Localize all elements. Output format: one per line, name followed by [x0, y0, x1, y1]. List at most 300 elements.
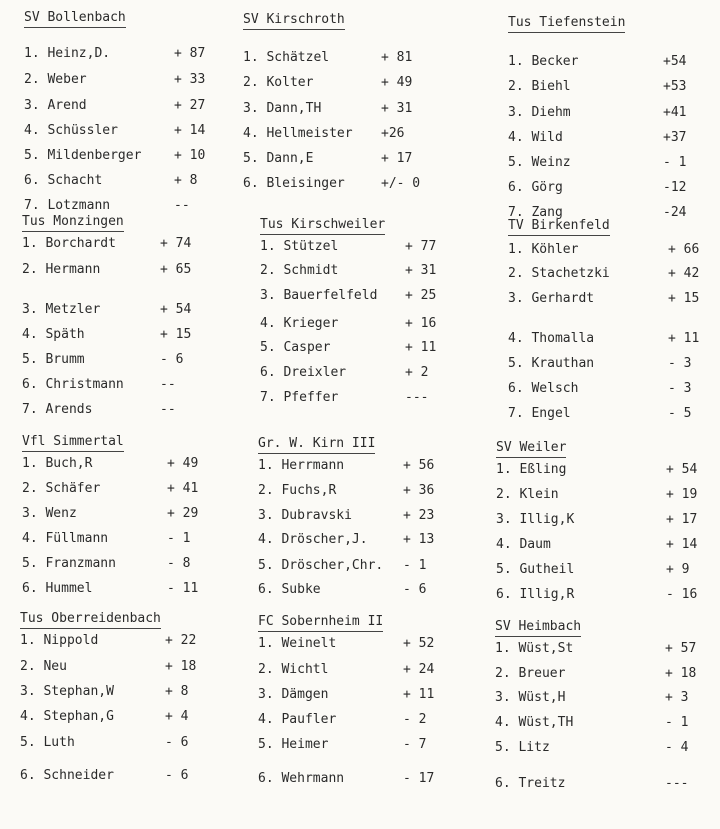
- player-score: + 8: [174, 173, 198, 188]
- team-block: [508, 15, 720, 225]
- player-name: Hermann: [45, 262, 101, 277]
- player-row: [22, 506, 242, 522]
- player-name: Fuchs,R: [281, 483, 337, 498]
- player-row: [22, 581, 242, 597]
- player-entry: [24, 46, 110, 62]
- player-rank: 4.: [24, 123, 40, 138]
- player-row: [508, 356, 720, 372]
- player-entry: [243, 101, 321, 117]
- player-entry: [20, 709, 114, 725]
- player-score: + 54: [666, 462, 698, 477]
- player-entry: [24, 123, 118, 139]
- player-rank: 5.: [22, 352, 38, 367]
- player-row: [243, 50, 463, 66]
- team-block: [22, 214, 242, 424]
- player-row: [496, 512, 716, 528]
- player-score: + 10: [174, 148, 206, 163]
- player-name: Görg: [531, 180, 563, 195]
- player-rank: 1.: [243, 50, 259, 65]
- player-name: Heimer: [281, 737, 329, 752]
- player-rank: 7.: [24, 198, 40, 213]
- player-name: Hellmeister: [266, 126, 353, 141]
- player-entry: [508, 105, 571, 121]
- player-name: Lotzmann: [47, 198, 111, 213]
- player-rank: 7.: [260, 390, 276, 405]
- player-score: + 52: [403, 636, 435, 651]
- player-row: [495, 740, 715, 756]
- player-rank: 6.: [258, 771, 274, 786]
- player-name: Brumm: [45, 352, 85, 367]
- player-score: + 14: [174, 123, 206, 138]
- player-row: [260, 263, 480, 279]
- player-entry: [508, 54, 578, 70]
- player-rank: 4.: [243, 126, 259, 141]
- player-entry: [22, 327, 85, 343]
- player-score: - 16: [666, 587, 698, 602]
- team-block: [258, 614, 478, 824]
- player-name: Schäfer: [45, 481, 101, 496]
- player-row: [24, 148, 244, 164]
- player-row: [258, 483, 478, 499]
- team-name: Tus Tiefenstein: [508, 15, 625, 33]
- player-score: --: [174, 198, 190, 213]
- player-entry: [496, 462, 566, 478]
- player-row: [24, 173, 244, 189]
- player-entry: [260, 288, 377, 304]
- player-name: Wild: [531, 130, 563, 145]
- player-entry: [496, 512, 574, 528]
- player-entry: [508, 406, 571, 422]
- player-entry: [260, 263, 338, 279]
- player-name: Dröscher,J.: [281, 532, 368, 547]
- player-name: Wüst,H: [518, 690, 566, 705]
- player-rank: 6.: [22, 377, 38, 392]
- player-name: Dann,TH: [266, 101, 322, 116]
- player-rank: 5.: [258, 737, 274, 752]
- player-row: [20, 633, 240, 649]
- player-row: [24, 72, 244, 88]
- player-score: ---: [665, 776, 689, 791]
- player-entry: [258, 532, 368, 548]
- player-rank: 2.: [496, 487, 512, 502]
- player-score: + 74: [160, 236, 192, 251]
- player-rank: 1.: [508, 54, 524, 69]
- team-name: SV Weiler: [496, 440, 566, 458]
- player-name: Schmidt: [283, 263, 339, 278]
- player-score: - 1: [403, 558, 427, 573]
- player-row: [508, 54, 720, 70]
- player-rank: 1.: [258, 458, 274, 473]
- player-score: + 17: [381, 151, 413, 166]
- player-name: Hummel: [45, 581, 93, 596]
- player-score: + 18: [665, 666, 697, 681]
- player-name: Dröscher,Chr.: [281, 558, 384, 573]
- player-name: Illig,K: [519, 512, 575, 527]
- player-row: [20, 735, 240, 751]
- player-rank: 6.: [495, 776, 511, 791]
- player-score: - 6: [165, 768, 189, 783]
- player-name: Schneider: [43, 768, 114, 783]
- player-entry: [24, 173, 102, 189]
- player-name: Paufler: [281, 712, 337, 727]
- player-entry: [22, 236, 116, 252]
- player-row: [508, 130, 720, 146]
- player-rank: 6.: [496, 587, 512, 602]
- player-row: [496, 487, 716, 503]
- player-name: Biehl: [531, 79, 571, 94]
- player-row: [22, 302, 242, 318]
- player-rank: 2.: [22, 262, 38, 277]
- player-name: Subke: [281, 582, 321, 597]
- player-name: Diehm: [531, 105, 571, 120]
- player-score: + 14: [666, 537, 698, 552]
- team-name: Tus Kirschweiler: [260, 217, 385, 235]
- player-rank: 2.: [20, 659, 36, 674]
- player-name: Bauerfelfeld: [283, 288, 378, 303]
- player-score: + 81: [381, 50, 413, 65]
- player-entry: [495, 776, 565, 792]
- player-rank: 1.: [24, 46, 40, 61]
- player-rank: 6.: [260, 365, 276, 380]
- player-score: + 25: [405, 288, 437, 303]
- player-score: +37: [663, 130, 687, 145]
- player-row: [495, 666, 715, 682]
- player-score: + 87: [174, 46, 206, 61]
- team-name: SV Kirschroth: [243, 12, 345, 30]
- player-score: -24: [663, 205, 687, 220]
- player-entry: [243, 75, 313, 91]
- player-row: [508, 155, 720, 171]
- player-row: [260, 365, 480, 381]
- player-row: [496, 537, 716, 553]
- team-block: [243, 12, 463, 222]
- player-score: +53: [663, 79, 687, 94]
- player-row: [243, 101, 463, 117]
- player-name: Gutheil: [519, 562, 575, 577]
- player-score: - 7: [403, 737, 427, 752]
- player-name: Dann,E: [266, 151, 314, 166]
- player-score: - 3: [668, 356, 692, 371]
- player-entry: [24, 148, 141, 164]
- player-row: [496, 462, 716, 478]
- player-rank: 2.: [243, 75, 259, 90]
- player-score: - 2: [403, 712, 427, 727]
- player-score: - 1: [663, 155, 687, 170]
- player-name: Stephan,G: [43, 709, 114, 724]
- player-score: +54: [663, 54, 687, 69]
- player-row: [260, 340, 480, 356]
- player-entry: [24, 72, 87, 88]
- player-name: Buch,R: [45, 456, 93, 471]
- player-entry: [243, 50, 329, 66]
- player-name: Breuer: [518, 666, 566, 681]
- player-score: +41: [663, 105, 687, 120]
- player-rank: 6.: [508, 381, 524, 396]
- player-rank: 4.: [258, 712, 274, 727]
- player-rank: 3.: [258, 508, 274, 523]
- player-row: [258, 771, 478, 787]
- player-entry: [22, 506, 77, 522]
- player-name: Stachetzki: [531, 266, 610, 281]
- player-score: + 11: [668, 331, 700, 346]
- player-row: [22, 262, 242, 278]
- player-name: Arend: [47, 98, 87, 113]
- player-rank: 2.: [495, 666, 511, 681]
- player-entry: [22, 302, 100, 318]
- player-rank: 4.: [258, 532, 274, 547]
- player-rank: 5.: [20, 735, 36, 750]
- player-row: [258, 636, 478, 652]
- player-name: Wüst,TH: [518, 715, 574, 730]
- player-entry: [495, 690, 565, 706]
- player-rank: 3.: [22, 506, 38, 521]
- player-rank: 5.: [258, 558, 274, 573]
- player-name: Christmann: [45, 377, 124, 392]
- player-entry: [258, 737, 328, 753]
- player-score: - 5: [668, 406, 692, 421]
- player-score: + 2: [405, 365, 429, 380]
- player-rank: 1.: [20, 633, 36, 648]
- player-entry: [508, 79, 571, 95]
- player-row: [22, 531, 242, 547]
- player-rank: 5.: [243, 151, 259, 166]
- player-rank: 2.: [24, 72, 40, 87]
- player-rank: 6.: [22, 581, 38, 596]
- player-name: Wehrmann: [281, 771, 345, 786]
- player-row: [22, 481, 242, 497]
- player-entry: [258, 712, 336, 728]
- player-entry: [22, 581, 92, 597]
- player-entry: [22, 352, 85, 368]
- player-row: [258, 712, 478, 728]
- player-row: [258, 558, 478, 574]
- player-name: Heinz,D.: [47, 46, 111, 61]
- player-row: [508, 242, 720, 258]
- player-score: +/- 0: [381, 176, 421, 191]
- player-name: Engel: [531, 406, 571, 421]
- player-rank: 7.: [508, 205, 524, 220]
- player-name: Mildenberger: [47, 148, 142, 163]
- player-row: [243, 151, 463, 167]
- player-name: Litz: [518, 740, 550, 755]
- player-entry: [22, 377, 124, 393]
- player-row: [258, 737, 478, 753]
- player-name: Franzmann: [45, 556, 116, 571]
- player-rank: 1.: [260, 239, 276, 254]
- player-entry: [22, 456, 92, 472]
- player-name: Zang: [531, 205, 563, 220]
- player-entry: [258, 662, 328, 678]
- team-name: Tus Monzingen: [22, 214, 124, 232]
- team-block: [24, 10, 244, 220]
- player-entry: [22, 481, 100, 497]
- player-row: [260, 239, 480, 255]
- player-entry: [260, 239, 338, 255]
- player-score: + 66: [668, 242, 700, 257]
- player-score: + 27: [174, 98, 206, 113]
- player-row: [260, 390, 480, 406]
- player-entry: [243, 151, 313, 167]
- player-score: +26: [381, 126, 405, 141]
- player-score: + 13: [403, 532, 435, 547]
- player-row: [258, 582, 478, 598]
- player-rank: 3.: [22, 302, 38, 317]
- player-name: Illig,R: [519, 587, 575, 602]
- player-name: Gerhardt: [531, 291, 595, 306]
- player-rank: 2.: [258, 662, 274, 677]
- player-score: + 11: [403, 687, 435, 702]
- player-rank: 3.: [496, 512, 512, 527]
- player-score: + 4: [165, 709, 189, 724]
- player-score: - 6: [165, 735, 189, 750]
- player-rank: 4.: [508, 331, 524, 346]
- player-score: - 4: [665, 740, 689, 755]
- player-rank: 2.: [22, 481, 38, 496]
- player-row: [508, 180, 720, 196]
- player-entry: [508, 356, 594, 372]
- player-rank: 4.: [22, 327, 38, 342]
- player-entry: [258, 483, 336, 499]
- player-score: + 49: [381, 75, 413, 90]
- player-row: [20, 768, 240, 784]
- player-entry: [508, 266, 610, 282]
- player-name: Nippold: [43, 633, 99, 648]
- player-rank: 7.: [22, 402, 38, 417]
- team-name: TV Birkenfeld: [508, 218, 610, 236]
- player-row: [260, 288, 480, 304]
- player-entry: [260, 340, 330, 356]
- player-score: - 3: [668, 381, 692, 396]
- player-name: Späth: [45, 327, 85, 342]
- player-name: Casper: [283, 340, 331, 355]
- player-rank: 3.: [508, 291, 524, 306]
- player-row: [496, 562, 716, 578]
- player-entry: [508, 291, 594, 307]
- player-score: ---: [405, 390, 429, 405]
- player-name: Borchardt: [45, 236, 116, 251]
- player-score: + 42: [668, 266, 700, 281]
- player-name: Weber: [47, 72, 87, 87]
- player-name: Eßling: [519, 462, 567, 477]
- player-row: [24, 198, 244, 214]
- player-score: + 56: [403, 458, 435, 473]
- player-score: + 16: [405, 316, 437, 331]
- team-name: Vfl Simmertal: [22, 434, 124, 452]
- player-rank: 3.: [495, 690, 511, 705]
- player-entry: [22, 402, 92, 418]
- player-name: Schätzel: [266, 50, 330, 65]
- player-rank: 1.: [508, 242, 524, 257]
- player-rank: 6.: [243, 176, 259, 191]
- player-score: + 23: [403, 508, 435, 523]
- player-row: [22, 456, 242, 472]
- player-score: + 11: [405, 340, 437, 355]
- player-row: [508, 406, 720, 422]
- player-row: [22, 556, 242, 572]
- player-row: [24, 46, 244, 62]
- player-name: Stützel: [283, 239, 339, 254]
- player-entry: [258, 771, 344, 787]
- player-name: Treitz: [518, 776, 566, 791]
- player-rank: 5.: [508, 356, 524, 371]
- player-rank: 4.: [20, 709, 36, 724]
- player-score: - 6: [403, 582, 427, 597]
- player-rank: 3.: [508, 105, 524, 120]
- player-entry: [260, 365, 346, 381]
- player-rank: 6.: [508, 180, 524, 195]
- player-name: Daum: [519, 537, 551, 552]
- player-entry: [508, 331, 594, 347]
- player-score: + 15: [668, 291, 700, 306]
- player-rank: 4.: [495, 715, 511, 730]
- player-score: - 6: [160, 352, 184, 367]
- player-score: + 65: [160, 262, 192, 277]
- player-name: Arends: [45, 402, 93, 417]
- player-name: Herrmann: [281, 458, 345, 473]
- player-row: [22, 377, 242, 393]
- player-row: [22, 327, 242, 343]
- player-entry: [508, 130, 563, 146]
- player-name: Becker: [531, 54, 579, 69]
- player-row: [508, 381, 720, 397]
- player-score: + 19: [666, 487, 698, 502]
- player-rank: 3.: [24, 98, 40, 113]
- player-row: [22, 236, 242, 252]
- player-entry: [258, 508, 352, 524]
- player-row: [495, 690, 715, 706]
- team-name: Gr. W. Kirn III: [258, 436, 375, 454]
- player-entry: [22, 262, 100, 278]
- player-name: Schacht: [47, 173, 103, 188]
- player-entry: [22, 531, 108, 547]
- player-score: + 3: [665, 690, 689, 705]
- player-name: Dubravski: [281, 508, 352, 523]
- player-rank: 4.: [508, 130, 524, 145]
- player-entry: [260, 390, 338, 406]
- player-name: Wichtl: [281, 662, 329, 677]
- player-rank: 5.: [496, 562, 512, 577]
- player-entry: [258, 636, 336, 652]
- player-row: [258, 532, 478, 548]
- player-row: [495, 776, 715, 792]
- team-name: SV Bollenbach: [24, 10, 126, 28]
- player-entry: [508, 155, 571, 171]
- player-row: [20, 659, 240, 675]
- player-name: Krieger: [283, 316, 339, 331]
- player-score: + 54: [160, 302, 192, 317]
- player-row: [258, 508, 478, 524]
- player-row: [495, 641, 715, 657]
- player-score: + 15: [160, 327, 192, 342]
- player-rank: 3.: [258, 687, 274, 702]
- player-name: Dämgen: [281, 687, 329, 702]
- player-row: [24, 98, 244, 114]
- player-rank: 5.: [508, 155, 524, 170]
- player-score: + 9: [666, 562, 690, 577]
- player-score: + 8: [165, 684, 189, 699]
- player-row: [258, 687, 478, 703]
- player-rank: 4.: [22, 531, 38, 546]
- player-score: + 31: [405, 263, 437, 278]
- player-rank: 1.: [258, 636, 274, 651]
- player-name: Stephan,W: [43, 684, 114, 699]
- player-entry: [24, 98, 87, 114]
- player-name: Köhler: [531, 242, 579, 257]
- player-row: [243, 75, 463, 91]
- player-name: Schüssler: [47, 123, 118, 138]
- player-row: [20, 709, 240, 725]
- player-entry: [258, 582, 321, 598]
